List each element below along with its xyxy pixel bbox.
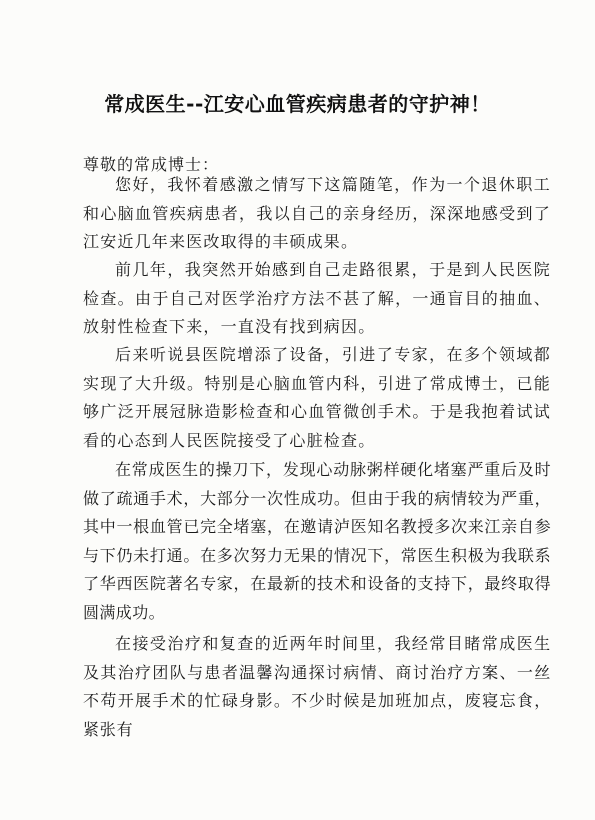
document-title: 常成医生--江安心血管疾病患者的守护神！: [104, 92, 491, 116]
paragraph-3: 后来听说县医院增添了设备，引进了专家，在多个领域都实现了大升级。特别是心脑血管内科，引进了常成博士，已能够广泛开展冠脉造影检查和心血管微创手术。于是我抱着试试看的心态到人民医院接受了心脏检查。: [83, 345, 551, 450]
paragraph-2: 前几年，我突然开始感到自己走路很累，于是到人民医院检查。由于自己对医学治疗方法不甚了解，一通盲目的抽血、放射性检查下来，一直没有找到病因。: [83, 260, 551, 336]
paragraph-1: 您好，我怀着感激之情写下这篇随笔，作为一个退休职工和心脑血管疾病患者，我以自己的亲身经历，深深地感受到了江安近几年来医改取得的丰硕成果。: [83, 175, 551, 251]
paragraph-5: 在接受治疗和复查的近两年时间里，我经常目睹常成医生及其治疗团队与患者温馨沟通探讨病情、商讨治疗方案、一丝不苟开展手术的忙碌身影。不少时候是加班加点，废寝忘食，紧张有: [83, 634, 551, 739]
salutation: 尊敬的常成博士：: [83, 155, 220, 174]
paragraph-4: 在常成医生的操刀下，发现心动脉粥样硬化堵塞严重后及时做了疏通手术，大部分一次性成功。但由于我的病情较为严重，其中一根血管已完全堵塞，在邀请泸医知名教授多次来江亲自参与下仍未打通。在多次努力无果的情况下，常医生积极为我联系了华西医院著名专家，在最新的技术和设备的支持下，最终取得圆满成功。: [83, 460, 551, 622]
